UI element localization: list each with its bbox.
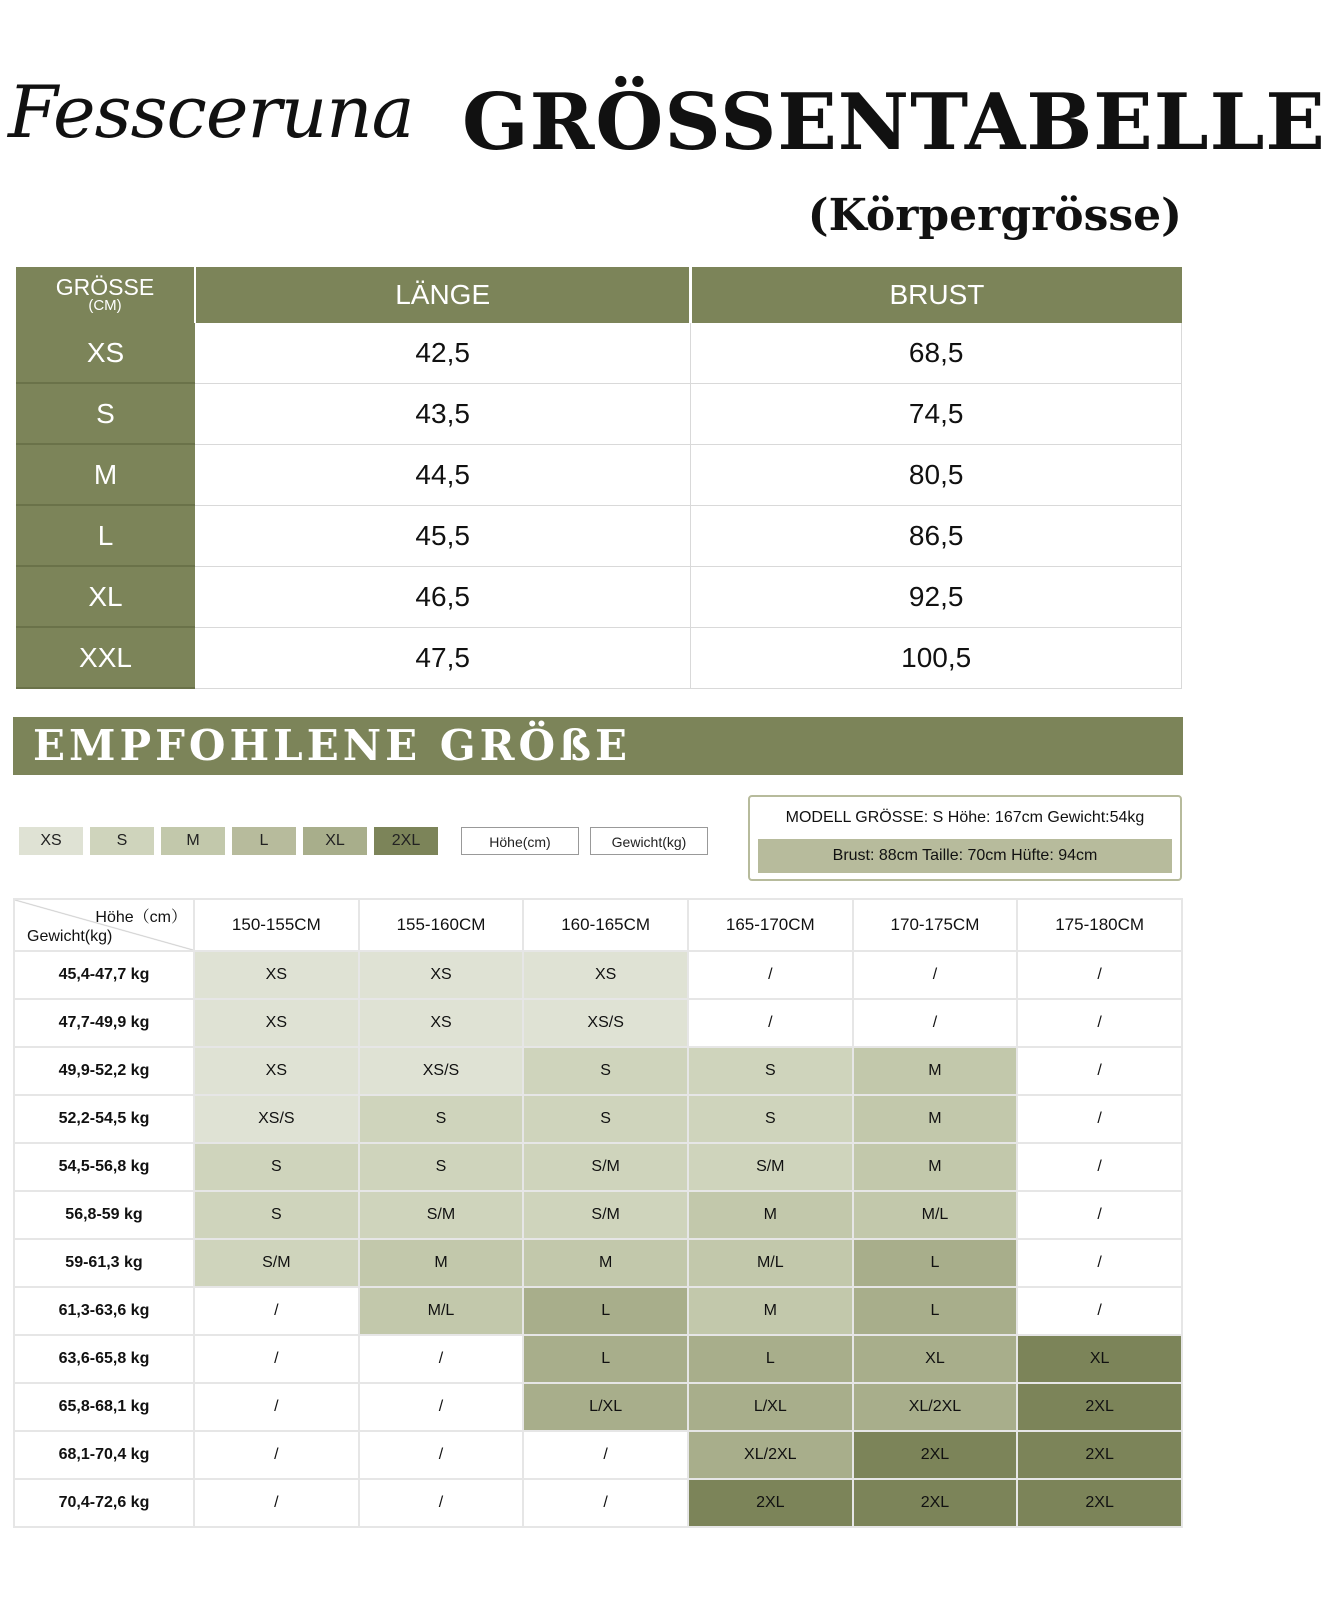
size-cell: S	[16, 383, 195, 444]
recommendation-row	[14, 1095, 1182, 1143]
recommended-size-cell: /	[194, 1287, 359, 1335]
weight-cell: 47,7-49,9 kg	[14, 999, 194, 1047]
size-cell: XL	[16, 566, 195, 627]
header-size-label: GRÖSSE	[55, 274, 155, 300]
recommended-size-cell: S	[688, 1047, 853, 1095]
chest-cell: 80,5	[691, 444, 1182, 505]
recommended-size-cell: /	[1017, 1143, 1182, 1191]
recommended-size-cell: /	[194, 1383, 359, 1431]
recommended-size-cell: L	[688, 1335, 853, 1383]
recommended-size-cell: /	[194, 1335, 359, 1383]
height-header: 160-165CM	[523, 899, 688, 951]
recommended-size-cell: 2XL	[1017, 1479, 1182, 1527]
model-size-info: MODELL GRÖSSE: S Höhe: 167cm Gewicht:54kg	[785, 809, 1145, 826]
recommendation-row	[14, 1047, 1182, 1095]
weight-cell: 68,1-70,4 kg	[14, 1431, 194, 1479]
chest-cell: 68,5	[691, 323, 1182, 383]
size-cell: L	[16, 505, 195, 566]
recommended-size-cell: 2XL	[853, 1431, 1018, 1479]
recommended-size-cell: /	[688, 999, 853, 1047]
recommended-size-cell: M	[523, 1239, 688, 1287]
recommendation-row	[14, 1191, 1182, 1239]
recommended-size-cell: M	[688, 1287, 853, 1335]
legend-swatch-xl: XL	[303, 827, 367, 855]
length-cell: 42,5	[195, 323, 691, 383]
recommended-size-cell: XL	[853, 1335, 1018, 1383]
chest-cell: 86,5	[691, 505, 1182, 566]
size-row	[16, 383, 1182, 444]
recommended-size-cell: 2XL	[1017, 1383, 1182, 1431]
size-row	[16, 505, 1182, 566]
recommended-size-cell: XS	[523, 951, 688, 999]
recommended-size-cell: /	[194, 1431, 359, 1479]
recommended-size-cell: /	[1017, 1287, 1182, 1335]
corner-weight-label: Gewicht(kg)	[27, 928, 113, 945]
recommended-size-cell: XS/S	[523, 999, 688, 1047]
recommended-size-cell: 2XL	[1017, 1431, 1182, 1479]
recommended-size-cell: S/M	[688, 1143, 853, 1191]
recommended-size-cell: L/XL	[523, 1383, 688, 1431]
recommended-size-cell: /	[523, 1479, 688, 1527]
model-measurements: Brust: 88cm Taille: 70cm Hüfte: 94cm	[758, 839, 1172, 873]
legend-weight: Gewicht(kg)	[590, 827, 708, 855]
recommended-size-cell: S	[688, 1095, 853, 1143]
recommendation-row	[14, 1479, 1182, 1527]
recommended-size-cell: S	[523, 1095, 688, 1143]
recommended-size-cell: L	[523, 1287, 688, 1335]
recommended-size-cell: /	[1017, 1095, 1182, 1143]
legend-height: Höhe(cm)	[461, 827, 579, 855]
recommended-size-cell: L	[853, 1239, 1018, 1287]
height-header: 155-160CM	[359, 899, 524, 951]
legend-swatch-s: S	[90, 827, 154, 855]
weight-cell: 56,8-59 kg	[14, 1191, 194, 1239]
recommendation-row	[14, 999, 1182, 1047]
length-cell: 46,5	[195, 566, 691, 627]
header-size	[16, 267, 195, 323]
recommended-size-cell: XS/S	[359, 1047, 524, 1095]
chest-cell: 92,5	[691, 566, 1182, 627]
recommended-size-cell: XS	[359, 951, 524, 999]
recommended-size-cell: XL/2XL	[688, 1431, 853, 1479]
recommended-size-cell: /	[359, 1335, 524, 1383]
length-cell: 43,5	[195, 383, 691, 444]
recommended-size-cell: XL/2XL	[853, 1383, 1018, 1431]
corner-cell	[14, 899, 194, 951]
corner-height-label: Höhe（cm）	[95, 909, 187, 926]
recommended-size-cell: /	[359, 1479, 524, 1527]
model-info-box	[748, 795, 1182, 881]
recommendation-row	[14, 1143, 1182, 1191]
recommended-size-cell: M/L	[688, 1239, 853, 1287]
weight-cell: 49,9-52,2 kg	[14, 1047, 194, 1095]
recommendation-row	[14, 1383, 1182, 1431]
size-row	[16, 627, 1182, 688]
weight-cell: 52,2-54,5 kg	[14, 1095, 194, 1143]
weight-cell: 61,3-63,6 kg	[14, 1287, 194, 1335]
size-cell: XS	[16, 323, 195, 383]
recommended-size-cell: S	[359, 1095, 524, 1143]
size-row	[16, 444, 1182, 505]
recommended-size-cell: S/M	[194, 1239, 359, 1287]
chest-cell: 74,5	[691, 383, 1182, 444]
header-length: LÄNGE	[195, 267, 691, 323]
height-header: 170-175CM	[853, 899, 1018, 951]
recommended-size-cell: XS	[359, 999, 524, 1047]
recommended-size-cell: /	[523, 1431, 688, 1479]
weight-cell: 54,5-56,8 kg	[14, 1143, 194, 1191]
length-cell: 45,5	[195, 505, 691, 566]
recommendation-row	[14, 951, 1182, 999]
height-header: 150-155CM	[194, 899, 359, 951]
page-subtitle: (Körpergrösse)	[807, 190, 1182, 241]
weight-cell: 63,6-65,8 kg	[14, 1335, 194, 1383]
legend-swatch-2xl: 2XL	[374, 827, 438, 855]
legend-swatch-l: L	[232, 827, 296, 855]
recommended-size-cell: XS/S	[194, 1095, 359, 1143]
recommended-size-cell: /	[853, 999, 1018, 1047]
recommendation-row	[14, 1335, 1182, 1383]
size-table-header	[16, 267, 1182, 323]
recommendation-row	[14, 1239, 1182, 1287]
recommended-size-cell: L	[853, 1287, 1018, 1335]
height-header: 165-170CM	[688, 899, 853, 951]
recommended-size-cell: /	[1017, 951, 1182, 999]
recommended-size-cell: M	[853, 1143, 1018, 1191]
recommended-size-cell: S	[194, 1143, 359, 1191]
recommended-size-cell: /	[1017, 1239, 1182, 1287]
header-chest: BRUST	[691, 267, 1182, 323]
recommended-size-cell: /	[688, 951, 853, 999]
weight-cell: 65,8-68,1 kg	[14, 1383, 194, 1431]
recommended-banner	[13, 717, 1183, 775]
recommended-size-cell: /	[359, 1431, 524, 1479]
recommendation-row	[14, 1287, 1182, 1335]
recommended-size-cell: L	[523, 1335, 688, 1383]
size-cell: M	[16, 444, 195, 505]
recommended-size-cell: M	[359, 1239, 524, 1287]
recommended-size-cell: S	[523, 1047, 688, 1095]
recommended-size-cell: /	[359, 1383, 524, 1431]
recommended-size-cell: /	[194, 1479, 359, 1527]
recommended-size-cell: L/XL	[688, 1383, 853, 1431]
recommended-size-cell: M	[853, 1095, 1018, 1143]
recommendation-header	[14, 899, 1182, 951]
brand-logo: Fessceruna	[8, 70, 414, 154]
size-cell: XXL	[16, 627, 195, 688]
recommended-size-cell: S/M	[523, 1191, 688, 1239]
recommended-size-cell: S/M	[359, 1191, 524, 1239]
recommended-size-cell: S/M	[523, 1143, 688, 1191]
recommended-size-cell: 2XL	[688, 1479, 853, 1527]
recommended-size-cell: M	[853, 1047, 1018, 1095]
size-row	[16, 566, 1182, 627]
recommended-size-cell: M/L	[853, 1191, 1018, 1239]
header-size-unit: (CM)	[88, 297, 122, 314]
length-cell: 44,5	[195, 444, 691, 505]
size-table	[16, 267, 1182, 689]
size-row	[16, 323, 1182, 383]
height-header: 175-180CM	[1017, 899, 1182, 951]
page-title: GRÖSSENTABELLE	[462, 77, 1326, 168]
recommended-size-cell: XS	[194, 951, 359, 999]
recommended-size-cell: 2XL	[853, 1479, 1018, 1527]
legend-swatch-xs: XS	[19, 827, 83, 855]
weight-cell: 70,4-72,6 kg	[14, 1479, 194, 1527]
recommended-size-cell: M	[688, 1191, 853, 1239]
recommended-size-cell: S	[359, 1143, 524, 1191]
length-cell: 47,5	[195, 627, 691, 688]
recommended-size-cell: /	[853, 951, 1018, 999]
recommended-size-cell: /	[1017, 1191, 1182, 1239]
legend-swatch-m: M	[161, 827, 225, 855]
recommended-size-cell: M/L	[359, 1287, 524, 1335]
weight-cell: 45,4-47,7 kg	[14, 951, 194, 999]
recommendation-row	[14, 1431, 1182, 1479]
weight-cell: 59-61,3 kg	[14, 1239, 194, 1287]
recommended-size-cell: XL	[1017, 1335, 1182, 1383]
recommendation-table	[13, 898, 1183, 1528]
recommended-size-cell: S	[194, 1191, 359, 1239]
recommended-title: EMPFOHLENE GRÖßE	[33, 721, 632, 770]
recommended-size-cell: XS	[194, 1047, 359, 1095]
chest-cell: 100,5	[691, 627, 1182, 688]
recommended-size-cell: /	[1017, 1047, 1182, 1095]
recommended-size-cell: /	[1017, 999, 1182, 1047]
recommended-size-cell: XS	[194, 999, 359, 1047]
